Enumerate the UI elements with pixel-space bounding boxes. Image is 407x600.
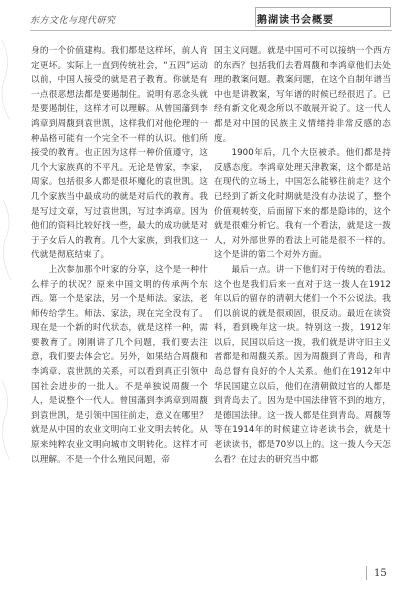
running-head-left: 东方文化与现代研究	[30, 16, 116, 26]
running-head-right	[255, 7, 391, 27]
paragraph: 最后一点。讲一下他们对于传统的看法。这个也是我们后来一直对于这一拨人在1912年以后的留存的清朝大佬们一个不公说法。我们以前说的就是很顽固，很反动。最近在读资料，看到晚年这一块。特别这一拨，1912年以后，民国以后这一拨，我们就是讲守旧主义者都是和周馥关系。因为周馥到了青岛，和青岛总督有良好的个人关系。他们在1912年中华民国建立以后，他们在清朝做过官的人都是到青岛去了。因为是中国法律管不到的地方，是德国法律。这一拨人都是住到青岛。周馥等等在1914年的时候建立诗老读书会，就是十老读读书，都是70岁以上的。这一拨人今天怎么看？在过去的研究当中都	[214, 264, 391, 465]
paragraph: 身的一个价值建构。我们都是这样坏，前人肯定更坏。实际上一直到传统社会，“五四”运动以前，中国人接受的就是君子教育。你就是有一点很恶想法都是要遏制住。说明有恶念头就是要遏制住，这样才可以理解。从曾国藩到李鸿章到周馥到袁世凯，这样我们对他伦理的一种品格可能有一个完全不一样的认识。他们所接受的教育。也正因为这样一种价值遵守，这几个大家族真的不平凡。无论是曾家，李家，周家。包括很多人都是很坏魔化的袁世凯。这几个家族当中最成功的就是对后代的教育。我是写过文章，写过袁世凯，写过李鸿章。因为他们的资料比较好找一些，最大的成功就是对于子女后人的教育。几个大家族，到我们这一代就是彻底结束了。	[31, 46, 208, 261]
header-title: 鹅湖读书会概要	[257, 15, 334, 26]
paragraph: 国主义问题。就是中国可不可以接纳一个西方的东西？包括我们去看周馥和李鸿章他们去处理的教案问题。教案问题，在这个自制年谱当中也是讲教案，写年谱的时候已经很迟了。已经有新文化观念所以不敢展开说了。这一代人都是对中国的民族主义情绪持非常反感的态度。	[214, 46, 391, 144]
page-margin-ornament	[0, 0, 24, 600]
text-column-right	[214, 44, 391, 467]
page-number: 15	[374, 568, 387, 579]
page-number-divider	[366, 566, 367, 580]
paragraph: 上次参加那个叶家的分享，这个是一种什么样子的状况？原来中国文明的传承两个东西。第一个是家法，另一个是师法。家法，老师传给学生。师法、家法，现在完全没有了。现在是一个新的时代状态，就是这样一种，需要教育了。刚刚讲了几个问题，我们要去注意，我们要去体会它。另外，如果结合周馥和李鸿章、袁世凯的关系，可以看到真正引领中国社会进步的一批人。不是单独说周馥一个人，是说整个一代人。曾国藩到李鸿章到周馥到袁世凯，是引领中国往前走，意义在哪里？就是从中国的农业文明向工业文明去转化。从原来纯粹农业文明向城市文明转化。这样才可以理解。不是一个什么殖民问题，帝	[31, 264, 208, 465]
text-column-left	[31, 44, 208, 467]
paragraph: 1900年后，几个大臣被杀。他们都是持反感态度。李鸿章处理天津教案，这个都是站在现代的立场上，中国怎么能够往前走？这个已经到了新文化时期就是没有办法说了，整个价值观转变，后面留下来的都是隐讳的，这个就是很难分析它。我有一个看法，就是这一拨人，对外部世界的看法上可能是很不一样的。这个是讲的第二个对外方面。	[214, 148, 391, 261]
header-rule	[30, 30, 392, 31]
